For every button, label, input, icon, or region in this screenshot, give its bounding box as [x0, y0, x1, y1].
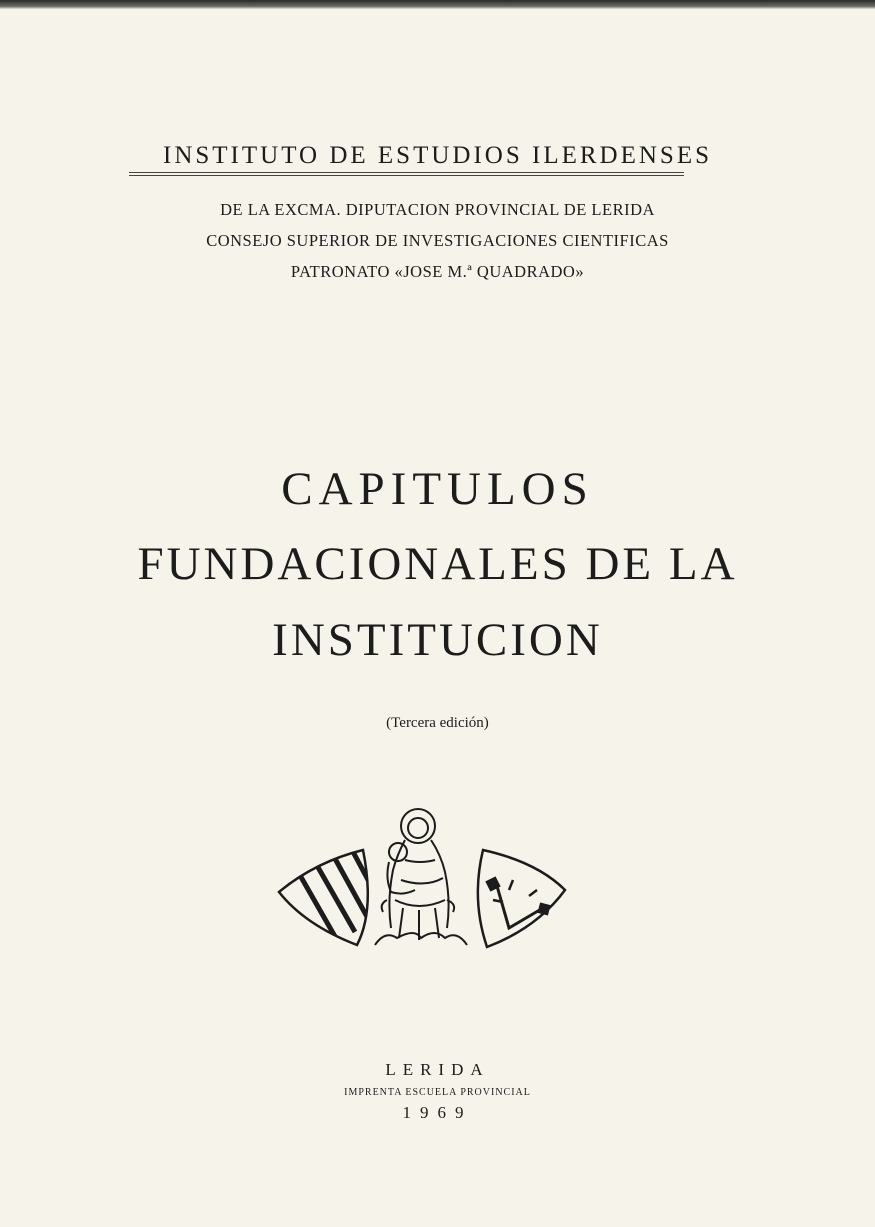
emblem — [275, 800, 570, 955]
striped-shield-icon — [279, 848, 383, 945]
cross-branch-shield-icon — [478, 850, 565, 947]
title-line-1: CAPITULOS — [281, 463, 594, 515]
header-line-patronato: PATRONATO «JOSE M.ª QUADRADO» — [290, 262, 585, 281]
imprint-press: IMPRENTA ESCUELA PROVINCIAL — [344, 1087, 531, 1098]
header-rule-top — [129, 172, 684, 173]
edition-note: (Tercera edición) — [386, 715, 489, 731]
header-rule-bottom — [129, 175, 684, 176]
imprint-city: LERIDA — [385, 1060, 490, 1079]
imprint-year: 1969 — [402, 1103, 473, 1122]
header-line-diputacion: DE LA EXCMA. DIPUTACION PROVINCIAL DE LERIDA — [220, 200, 655, 219]
virgin-and-child-icon — [375, 809, 467, 945]
header-line-consejo: CONSEJO SUPERIOR DE INVESTIGACIONES CIENTIFICAS — [206, 231, 669, 250]
institute-name: INSTITUTO DE ESTUDIOS ILERDENSES — [163, 142, 712, 169]
page-top-edge — [0, 0, 875, 9]
title-line-3: INSTITUCION — [272, 614, 603, 666]
title-line-2: FUNDACIONALES DE LA — [137, 538, 738, 590]
